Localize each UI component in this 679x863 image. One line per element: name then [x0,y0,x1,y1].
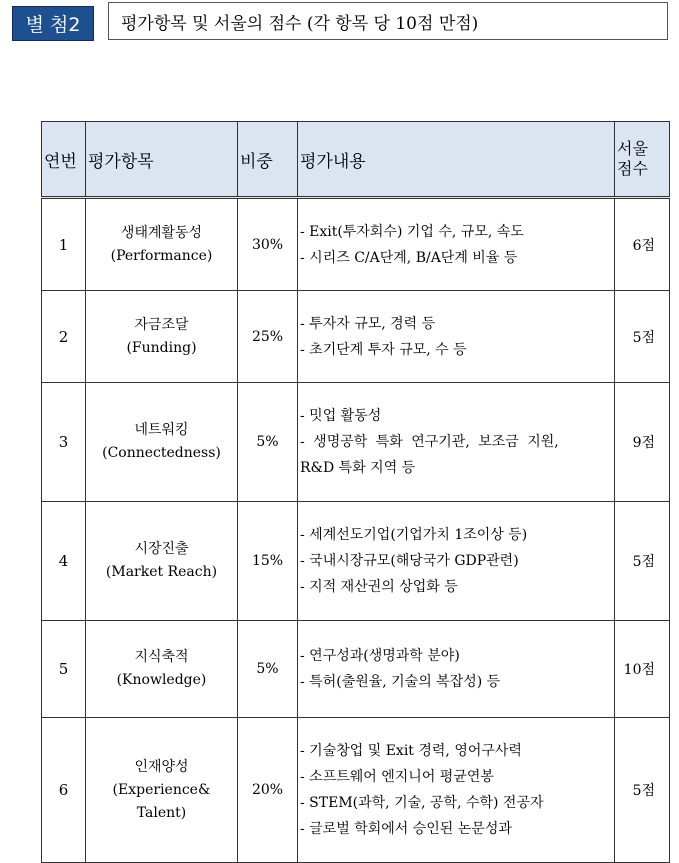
header-weight: 비중 [238,122,298,198]
table-header-row [42,122,670,198]
content-line: - 생명공학 특화 연구기관, 보조금 지원, [300,434,559,450]
content-line: R&D 특화 지역 등 [300,460,416,476]
row-weight: 20% [238,718,298,863]
header-score-line1: 서울 [617,139,648,158]
row-score: 10점 [615,621,670,718]
header-score [615,122,670,198]
item-korean: 인재양성 [134,758,189,775]
content-line: - 국내시장규모(해당국가 GDP관련) [300,553,519,569]
row-score: 5점 [615,718,670,863]
item-korean: 자금조달 [134,316,189,333]
row-number: 1 [42,198,86,291]
row-number: 4 [42,502,86,621]
header-item: 평가항목 [86,122,238,198]
row-item [86,502,238,621]
row-weight: 5% [238,621,298,718]
row-score: 5점 [615,291,670,383]
content-line: - STEM(과학, 기술, 공학, 수학) 전공자 [300,795,544,811]
row-number: 5 [42,621,86,718]
item-english: (Experience& Talent) [112,781,211,821]
table-row [42,718,670,863]
content-line: - 지적 재산권의 상업화 등 [300,579,458,595]
row-content [298,198,615,291]
row-content [298,718,615,863]
row-content [298,383,615,502]
row-content [298,502,615,621]
item-english: (Funding) [126,339,197,356]
row-item [86,621,238,718]
item-english: (Connectedness) [102,445,221,461]
table-row [42,291,670,383]
content-line: - 밋업 활동성 [300,408,382,424]
content-line: - 초기단계 투자 규모, 수 등 [300,341,467,358]
content-line: - 세계선도기업(기업가치 1조이상 등) [300,527,528,543]
item-english: (Knowledge) [116,672,207,688]
content-line: - 글로벌 학회에서 승인된 논문성과 [300,821,512,837]
content-line: - 특허(출원율, 기술의 복잡성) 등 [300,674,501,690]
row-item [86,383,238,502]
header-score-line2: 점수 [617,159,648,178]
table-row [42,198,670,291]
item-english: (Market Reach) [105,564,218,580]
row-item [86,198,238,291]
row-number: 6 [42,718,86,863]
content-line: - 시리즈 C/A단계, B/A단계 비율 등 [300,249,518,266]
row-score: 5점 [615,502,670,621]
row-weight: 30% [238,198,298,291]
row-weight: 15% [238,502,298,621]
row-content [298,291,615,383]
row-weight: 25% [238,291,298,383]
table-row [42,383,670,502]
row-number: 3 [42,383,86,502]
content-line: - 기술창업 및 Exit 경력, 영어구사력 [300,743,522,759]
header-no: 연번 [42,122,86,198]
row-number: 2 [42,291,86,383]
content-line: - 연구성과(생명과학 분야) [300,648,460,664]
table-row [42,502,670,621]
content-line: - 투자자 규모, 경력 등 [300,315,436,332]
content-line: - 소프트웨어 엔지니어 평균연봉 [300,769,494,785]
evaluation-table [41,121,670,863]
item-korean: 시장진출 [134,541,189,557]
item-korean: 네트워킹 [134,422,189,438]
header-content: 평가내용 [298,122,615,198]
attachment-badge: 별 첨2 [12,6,94,41]
row-score: 9점 [615,383,670,502]
row-item [86,291,238,383]
row-item [86,718,238,863]
content-line: - Exit(투자회수) 기업 수, 규모, 속도 [300,223,524,240]
item-korean: 지식축적 [134,649,189,665]
row-weight: 5% [238,383,298,502]
item-korean: 생태계활동성 [120,224,203,241]
row-content [298,621,615,718]
table-row [42,621,670,718]
page-title: 평가항목 및 서울의 점수 (각 항목 당 10점 만점) [108,2,668,40]
item-english: (Performance) [110,247,213,264]
row-score: 6점 [615,198,670,291]
